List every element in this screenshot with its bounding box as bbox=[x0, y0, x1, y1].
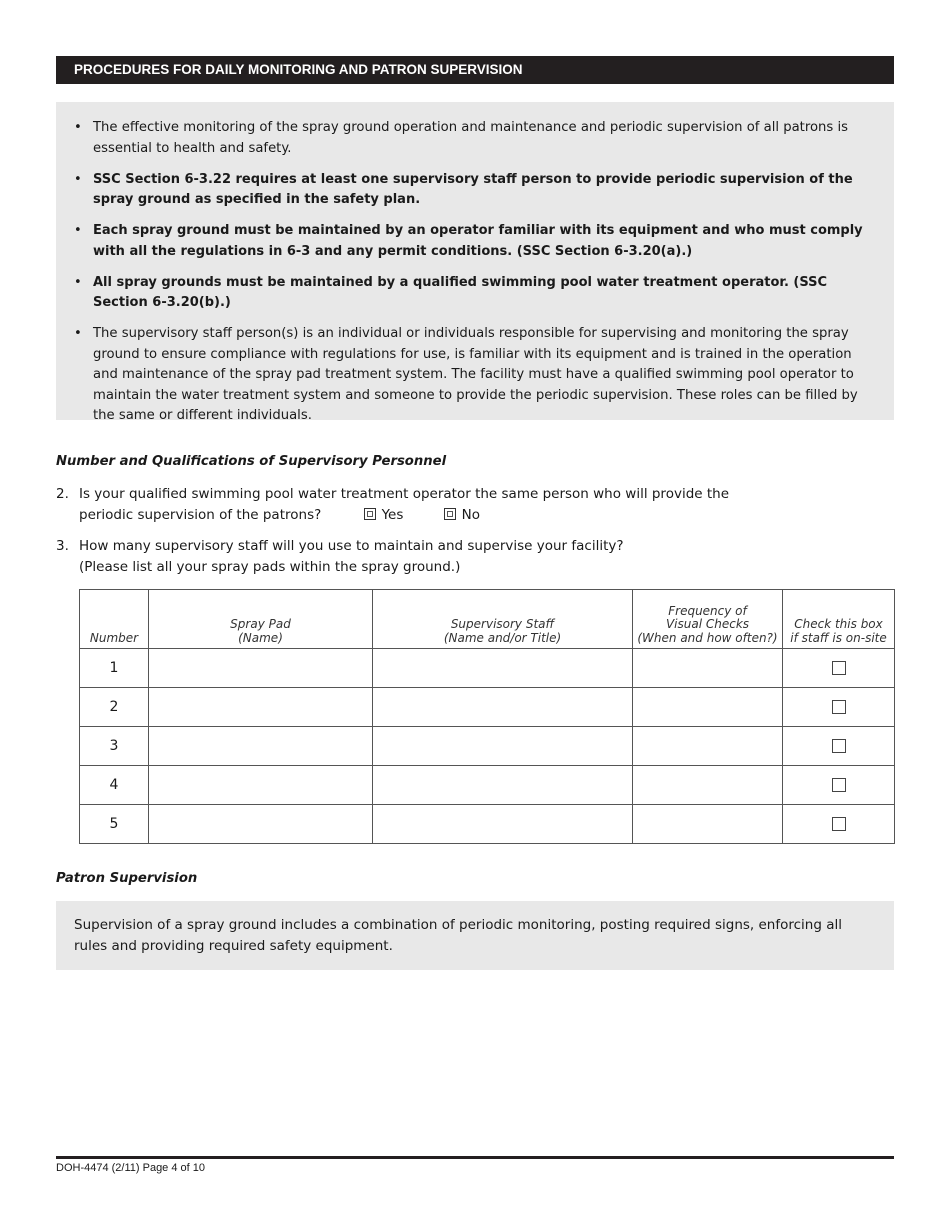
table-row bbox=[80, 766, 895, 805]
onsite-check-cell bbox=[783, 649, 895, 688]
onsite-checkbox[interactable] bbox=[832, 739, 846, 753]
row-number: 3 bbox=[80, 727, 149, 766]
question-3 bbox=[56, 536, 624, 577]
frequency-cell[interactable] bbox=[633, 688, 783, 727]
spray-pad-cell[interactable] bbox=[149, 766, 373, 805]
onsite-checkbox[interactable] bbox=[832, 700, 846, 714]
supervisory-staff-cell[interactable] bbox=[373, 805, 633, 844]
bullet-item: • The effective monitoring of the spray ground operation and maintenance and periodic supervision of all patrons is essential to health and safety. bbox=[74, 120, 848, 156]
supervisory-staff-cell[interactable] bbox=[373, 766, 633, 805]
col-header-frequency: Frequency of Visual Checks (When and how often?) bbox=[633, 590, 783, 649]
yes-label: Yes bbox=[381, 506, 404, 523]
patron-heading: Patron Supervision bbox=[56, 871, 198, 886]
onsite-checkbox[interactable] bbox=[832, 778, 846, 792]
table-row bbox=[80, 649, 895, 688]
onsite-check-cell bbox=[783, 727, 895, 766]
question-number: 3. bbox=[56, 538, 69, 554]
row-number: 2 bbox=[80, 688, 149, 727]
table-row bbox=[80, 727, 895, 766]
supervisory-staff-cell[interactable] bbox=[373, 727, 633, 766]
procedures-bullet-box bbox=[56, 102, 894, 423]
frequency-cell[interactable] bbox=[633, 649, 783, 688]
question-number: 2. bbox=[56, 486, 69, 502]
no-label: No bbox=[461, 506, 481, 523]
row-number: 4 bbox=[80, 766, 149, 805]
patron-supervision-box bbox=[56, 901, 894, 970]
yes-option[interactable] bbox=[364, 505, 404, 526]
onsite-checkbox[interactable] bbox=[832, 817, 846, 831]
no-checkbox[interactable] bbox=[444, 508, 456, 520]
personnel-heading: Number and Qualifications of Supervisory Personnel bbox=[56, 454, 447, 469]
no-option[interactable] bbox=[444, 505, 480, 526]
patron-text: Supervision of a spray ground includes a combination of periodic monitoring, posting required signs, enforcing all rules and providing required safety equipment. bbox=[74, 917, 842, 954]
bullet-item: • All spray grounds must be maintained by a qualified swimming pool water treatment operator. (SSC Section 6-3.20(b).) bbox=[74, 274, 828, 310]
frequency-cell[interactable] bbox=[633, 766, 783, 805]
onsite-check-cell bbox=[783, 688, 895, 727]
question-2 bbox=[56, 484, 729, 525]
section-header-bar bbox=[56, 56, 894, 84]
footer-form-id: DOH-4474 (2/11) Page 4 of 10 bbox=[56, 1162, 205, 1174]
frequency-cell[interactable] bbox=[633, 805, 783, 844]
row-number: 1 bbox=[80, 649, 149, 688]
table-header-row bbox=[80, 590, 895, 649]
onsite-check-cell bbox=[783, 766, 895, 805]
yes-checkbox[interactable] bbox=[364, 508, 376, 520]
section-title: PROCEDURES FOR DAILY MONITORING AND PATRON SUPERVISION bbox=[74, 62, 523, 77]
onsite-check-cell bbox=[783, 805, 895, 844]
footer-divider bbox=[56, 1156, 894, 1159]
question-text: periodic supervision of the patrons? bbox=[79, 506, 322, 523]
bullet-item: • The supervisory staff person(s) is an individual or individuals responsible for supervising and monitoring the spray ground to ensure compliance with regulations for use, is familiar with its equipment and is trained in the operation and maintenance of the spray pad treatment system. The facility must have a qualified swimming pool operator to maintain the water treatment system and someone to provide the periodic supervision. These roles can be filled by the same or different individuals. bbox=[74, 326, 858, 423]
bullet-item: • SSC Section 6-3.22 requires at least one supervisory staff person to provide periodic supervision of the spray ground as specified in the safety plan. bbox=[74, 171, 853, 207]
table-row bbox=[80, 688, 895, 727]
bullet-item: • Each spray ground must be maintained by an operator familiar with its equipment and who must comply with all the regulations in 6-3 and any permit conditions. (SSC Section 6-3.20(a).) bbox=[74, 223, 863, 259]
spray-pad-cell[interactable] bbox=[149, 805, 373, 844]
spray-pad-cell[interactable] bbox=[149, 727, 373, 766]
onsite-checkbox[interactable] bbox=[832, 661, 846, 675]
col-header-spray-pad: Spray Pad (Name) bbox=[149, 590, 373, 649]
table-row bbox=[80, 805, 895, 844]
supervisory-staff-table bbox=[79, 589, 895, 844]
spray-pad-cell[interactable] bbox=[149, 688, 373, 727]
supervisory-staff-cell[interactable] bbox=[373, 649, 633, 688]
col-header-number: Number bbox=[80, 590, 149, 649]
question-text: How many supervisory staff will you use to maintain and supervise your facility? bbox=[79, 538, 624, 554]
col-header-supervisory-staff: Supervisory Staff (Name and/or Title) bbox=[373, 590, 633, 649]
question-text: Is your qualified swimming pool water treatment operator the same person who will provide the bbox=[79, 486, 730, 502]
row-number: 5 bbox=[80, 805, 149, 844]
supervisory-staff-cell[interactable] bbox=[373, 688, 633, 727]
question-text: (Please list all your spray pads within the spray ground.) bbox=[79, 558, 461, 575]
col-header-check-box: Check this box if staff is on-site bbox=[783, 590, 895, 649]
frequency-cell[interactable] bbox=[633, 727, 783, 766]
spray-pad-cell[interactable] bbox=[149, 649, 373, 688]
